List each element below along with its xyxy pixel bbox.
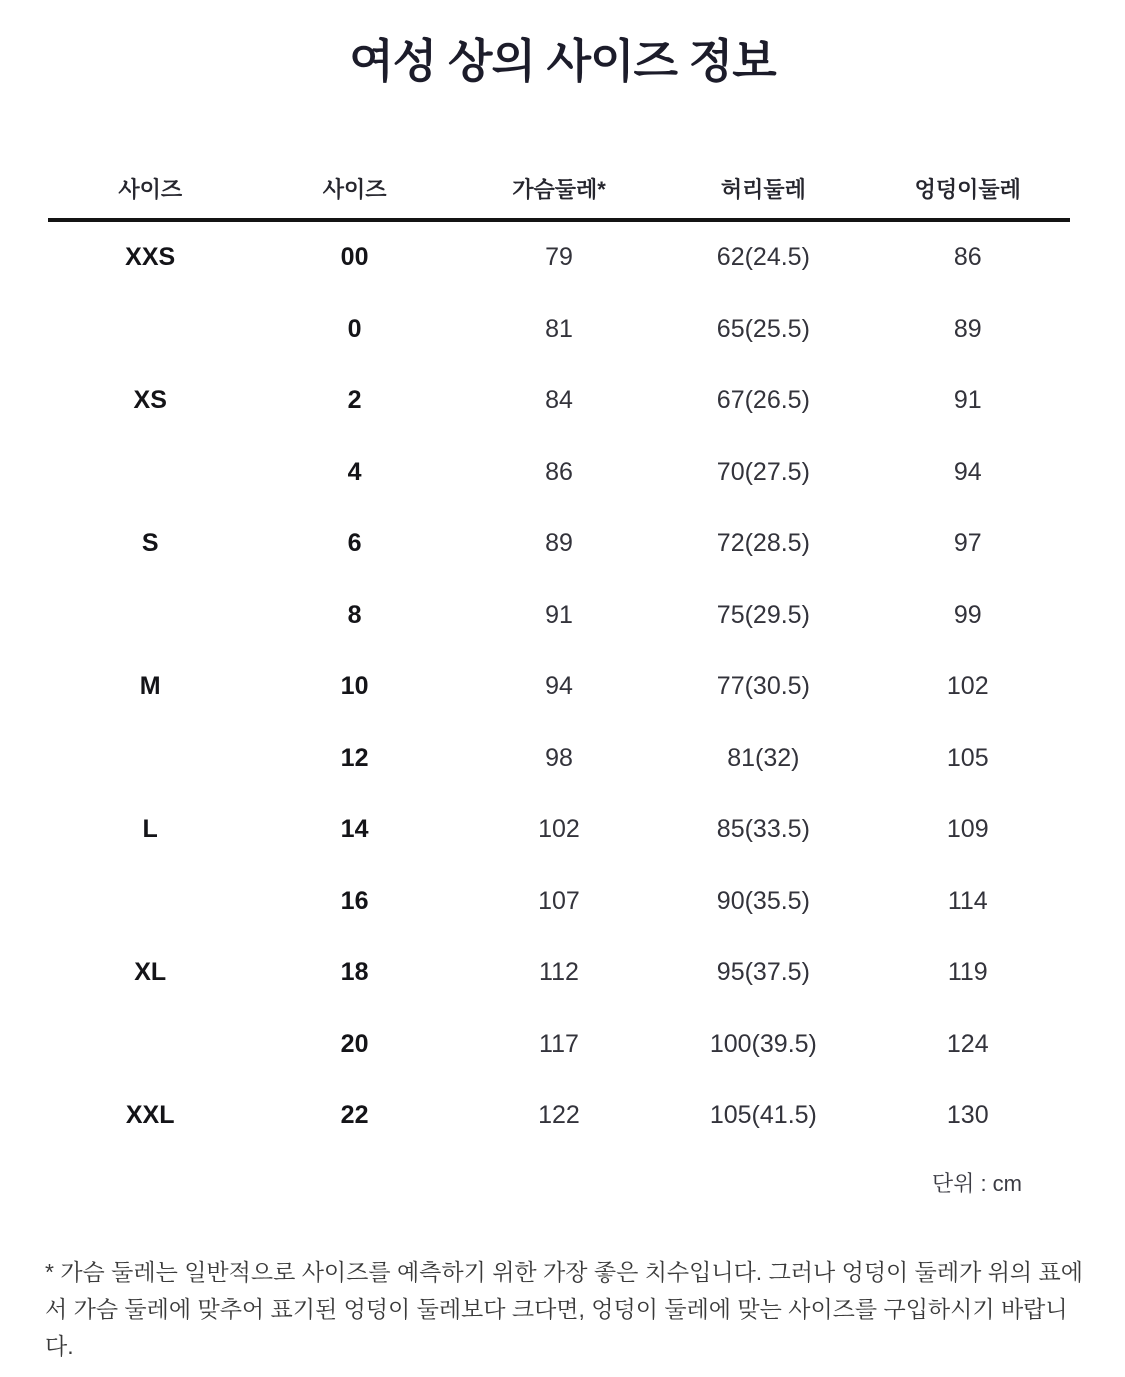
hip-cell: 130 bbox=[946, 1101, 989, 1130]
hip-cell: 119 bbox=[947, 958, 988, 987]
waist-cell: 65(25.5) bbox=[716, 314, 810, 343]
chest-cell: 112 bbox=[539, 958, 579, 987]
table-row bbox=[48, 508, 1070, 580]
waist-cell: 70(27.5) bbox=[716, 457, 810, 486]
hip-cell: 124 bbox=[946, 1029, 989, 1058]
table-row bbox=[48, 937, 1070, 1009]
waist-cell: 90(35.5) bbox=[716, 886, 810, 915]
chest-cell: 94 bbox=[545, 672, 573, 701]
size-alpha-cell: XL bbox=[134, 958, 167, 987]
size-num-cell: 16 bbox=[340, 886, 369, 915]
col-header-chest: 가슴둘레* bbox=[512, 176, 606, 202]
col-header-size-num: 사이즈 bbox=[322, 176, 387, 202]
chest-cell: 81 bbox=[545, 314, 573, 343]
table-row bbox=[48, 365, 1070, 437]
chest-cell: 89 bbox=[545, 529, 573, 558]
chest-cell: 102 bbox=[538, 815, 580, 844]
hip-cell: 86 bbox=[953, 243, 982, 272]
waist-cell: 67(26.5) bbox=[716, 386, 810, 415]
waist-cell: 75(29.5) bbox=[716, 600, 810, 629]
table-row bbox=[48, 580, 1070, 652]
size-num-cell: 14 bbox=[340, 815, 369, 844]
hip-cell: 99 bbox=[953, 600, 982, 629]
size-table bbox=[48, 158, 1070, 1198]
size-alpha-cell: L bbox=[142, 815, 158, 844]
hip-cell: 91 bbox=[953, 386, 982, 415]
chest-cell: 84 bbox=[545, 386, 573, 415]
hip-cell: 94 bbox=[953, 457, 982, 486]
chest-cell: 86 bbox=[545, 457, 573, 486]
size-num-cell: 6 bbox=[347, 529, 362, 558]
col-header-size-alpha: 사이즈 bbox=[118, 176, 183, 202]
size-num-cell: 10 bbox=[340, 672, 369, 701]
size-num-cell: 00 bbox=[340, 243, 369, 272]
table-row bbox=[48, 1009, 1070, 1081]
unit-note: 단위 : cm bbox=[931, 1170, 1022, 1196]
size-alpha-cell: S bbox=[141, 529, 159, 558]
size-table-header bbox=[48, 158, 1070, 222]
size-num-cell: 20 bbox=[340, 1029, 369, 1058]
table-row bbox=[48, 294, 1070, 366]
size-num-cell: 12 bbox=[340, 743, 369, 772]
size-num-cell: 18 bbox=[340, 958, 369, 987]
hip-cell: 89 bbox=[953, 314, 982, 343]
hip-cell: 102 bbox=[946, 672, 989, 701]
waist-cell: 100(39.5) bbox=[709, 1029, 817, 1058]
table-row bbox=[48, 1080, 1070, 1152]
size-num-cell: 4 bbox=[347, 457, 362, 486]
size-table-body bbox=[48, 222, 1070, 1152]
chest-cell: 98 bbox=[545, 743, 573, 772]
chest-cell: 122 bbox=[538, 1101, 580, 1130]
waist-cell: 105(41.5) bbox=[709, 1101, 817, 1130]
col-header-waist: 허리둘레 bbox=[720, 176, 806, 202]
table-row bbox=[48, 651, 1070, 723]
size-num-cell: 22 bbox=[340, 1101, 369, 1130]
waist-cell: 85(33.5) bbox=[716, 815, 810, 844]
hip-cell: 97 bbox=[953, 529, 982, 558]
size-num-cell: 0 bbox=[347, 314, 362, 343]
hip-cell: 105 bbox=[946, 743, 989, 772]
page-title: 여성 상의 사이즈 정보 bbox=[349, 35, 776, 87]
waist-cell: 95(37.5) bbox=[716, 958, 810, 987]
waist-cell: 72(28.5) bbox=[716, 529, 810, 558]
chest-cell: 107 bbox=[538, 886, 580, 915]
size-num-cell: 2 bbox=[347, 386, 362, 415]
hip-cell: 114 bbox=[947, 886, 988, 915]
waist-cell: 77(30.5) bbox=[716, 672, 810, 701]
waist-cell: 81(32) bbox=[727, 743, 800, 772]
size-alpha-cell: XXL bbox=[125, 1101, 175, 1130]
size-num-cell: 8 bbox=[347, 600, 362, 629]
table-row bbox=[48, 794, 1070, 866]
waist-cell: 62(24.5) bbox=[716, 243, 810, 272]
table-row bbox=[48, 866, 1070, 938]
footnote-text: * 가슴 둘레는 일반적으로 사이즈를 예측하기 위한 가장 좋은 치수입니다. 그러나 엉덩이 둘레가 위의 표에서 가슴 둘레에 맞추어 표기된 엉덩이 둘레보다 크다면, 엉덩이 둘레에 맞는 사이즈를 구입하시기 바랍니다. bbox=[45, 1258, 1083, 1359]
chest-cell: 79 bbox=[545, 243, 573, 272]
size-alpha-cell: XS bbox=[133, 386, 167, 415]
chest-cell: 117 bbox=[539, 1029, 579, 1058]
size-alpha-cell: M bbox=[139, 672, 161, 701]
chest-cell: 91 bbox=[545, 600, 573, 629]
hip-cell: 109 bbox=[946, 815, 989, 844]
table-row bbox=[48, 437, 1070, 509]
table-row bbox=[48, 723, 1070, 795]
col-header-hip: 엉덩이둘레 bbox=[914, 176, 1021, 202]
table-row bbox=[48, 222, 1070, 294]
size-alpha-cell: XXS bbox=[125, 243, 176, 272]
